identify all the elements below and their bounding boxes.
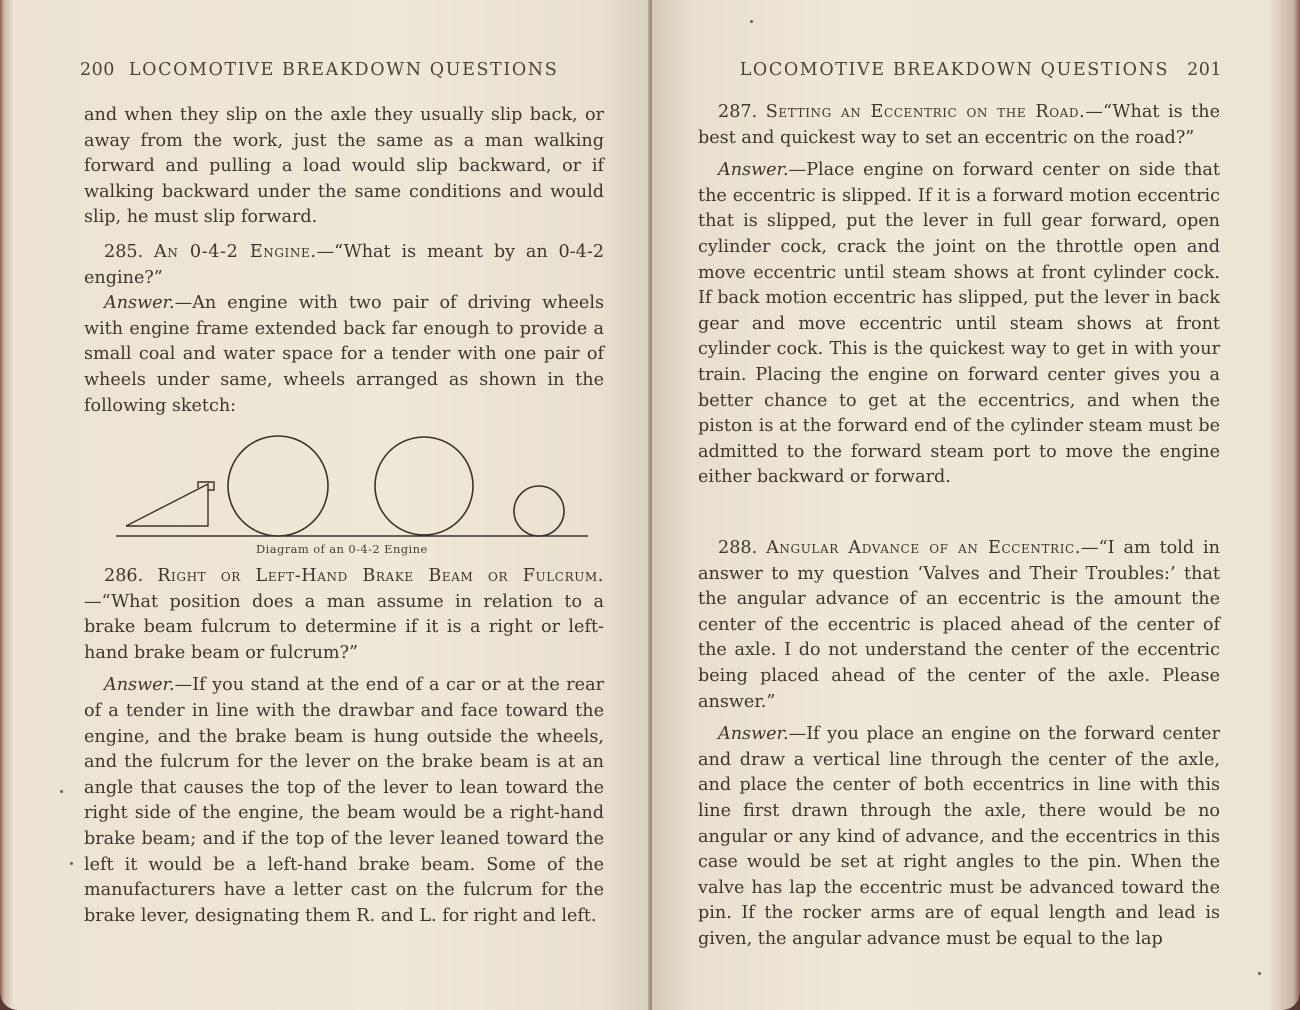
continuation-text: and when they slip on the axle they usually slip back, or away from the work, just the same as a man walking forward and pulling a load would slip backward, or if walking backward under the same conditions and would slip, he must slip forward.	[84, 105, 604, 228]
spacer	[698, 715, 1220, 722]
answer-288-text: —If you place an engine on the forward center and draw a vertical line through the center of the axle, and place the center of both eccentrics in line with this line first drawn through the axle, there would be no angular or any kind of advance, and the eccentrics in this case would be set at right angles to the pin. When the valve has lap the eccentric must be advanced toward the pin. If the rocker arms are of equal length and lead is given, the angular advance must be equal to the lap	[698, 724, 1220, 949]
left-running-title: LOCOMOTIVE BREAKDOWN QUESTIONS	[128, 60, 559, 80]
right-running-head	[740, 60, 1222, 80]
answer-287-text: —Place engine on forward center on side that the eccentric is slipped. If it is a forward motion eccentric that is slipped, put the lever in full gear forward, open cylinder cock, crack the joint on the throttle open and move eccentric until steam shows at front cylinder cock. If back motion eccentric has slipped, put the lever in back gear and move eccentric until steam shows at front cylinder cock. This is the quickest way to get in with your train. Placing the engine on forward center gives you a better chance to get at the eccentrics, and when the piston is at the forward end of the cylinder steam must be admitted to the forward steam port to move the engine either backward or forward.	[698, 160, 1220, 488]
spacer	[698, 151, 1220, 158]
page-speck	[1258, 972, 1261, 975]
answer-285-label: Answer.	[104, 293, 175, 314]
question-285	[84, 240, 604, 419]
diagram-caption: Diagram of an 0-4-2 Engine	[256, 542, 428, 556]
question-285-title: An 0-4-2 Engine.	[154, 242, 317, 262]
answer-286-label: Answer.	[104, 675, 175, 696]
answer-286-paragraph	[84, 673, 604, 929]
question-287-paragraph	[698, 100, 1220, 151]
right-page	[652, 0, 1300, 1010]
continuation-paragraph	[84, 103, 604, 231]
question-287	[698, 100, 1220, 491]
diagram-tender-wedge	[126, 484, 208, 526]
question-288-text: —“I am told in answer to my question ‘Valves and Their Troubles:’ that the angular advance of an eccentric is the amount the center of the eccentric is placed ahead of the center of the axle. I do not understand the center of the eccentric being placed ahead of the center of the axle. Please answer.”	[698, 538, 1221, 712]
diagram-trailing-wheel	[514, 486, 564, 536]
answer-285-paragraph	[84, 291, 604, 419]
answer-288-paragraph	[698, 722, 1220, 952]
spacer	[84, 666, 604, 673]
diagram-driving-wheel-2	[375, 437, 473, 535]
answer-288-label: Answer.	[718, 724, 789, 745]
diagram-tender-box	[198, 482, 214, 490]
right-running-title: LOCOMOTIVE BREAKDOWN QUESTIONS	[739, 60, 1170, 80]
answer-286-text: —If you stand at the end of a car or at the rear of a tender in line with the drawbar and face toward the engine, and the brake beam is hung outside the wheels, and the fulcrum for the lever on the brake beam is at an angle that causes the top of the lever to lean toward the right side of the engine, the beam would be a right-hand brake beam; and if the top of the lever leaned toward the left it would be a left-hand brake beam. Some of the manufacturers have a letter cast on the fulcrum for the brake lever, designating them R. and L. for right and left.	[84, 675, 604, 926]
diagram-driving-wheel-1	[228, 436, 328, 536]
engine-0-4-2-diagram	[110, 432, 590, 542]
question-288	[698, 536, 1220, 953]
answer-287-label: Answer.	[718, 160, 789, 181]
question-287-text: —“What is the best and quickest way to set an eccentric on the road?”	[698, 102, 1220, 148]
question-287-title: Setting an Eccentric on the Road.	[765, 102, 1086, 122]
question-288-paragraph	[698, 536, 1220, 715]
question-286	[84, 564, 604, 929]
right-page-number: 201	[1187, 60, 1222, 80]
question-286-paragraph	[84, 564, 604, 666]
question-288-title: Angular Advance of an Eccentric.	[766, 538, 1082, 558]
left-running-head	[80, 60, 558, 80]
question-288-number: 288.	[718, 538, 758, 558]
margin-mark	[70, 862, 73, 865]
question-287-number: 287.	[718, 102, 758, 122]
answer-285-text: —An engine with two pair of driving wheels with engine frame extended back far enough to provide a small coal and water space for a tender with one pair of wheels under same, wheels arranged as shown in the following sketch:	[84, 293, 604, 416]
question-286-text: —“What position does a man assume in relation to a brake beam fulcrum to determine if it is a right or left-hand brake beam or fulcrum?”	[84, 591, 604, 663]
question-285-paragraph	[84, 240, 604, 291]
answer-287-paragraph	[698, 158, 1220, 491]
margin-mark	[60, 790, 63, 793]
question-286-title: Right or Left-Hand Brake Beam or Fulcrum.	[157, 566, 604, 586]
question-285-number: 285.	[104, 242, 144, 262]
left-page-number: 200	[80, 60, 115, 80]
page-speck	[750, 20, 753, 23]
question-285-text: —“What is meant by an 0-4-2 engine?”	[84, 242, 605, 288]
question-286-number: 286.	[104, 566, 144, 586]
